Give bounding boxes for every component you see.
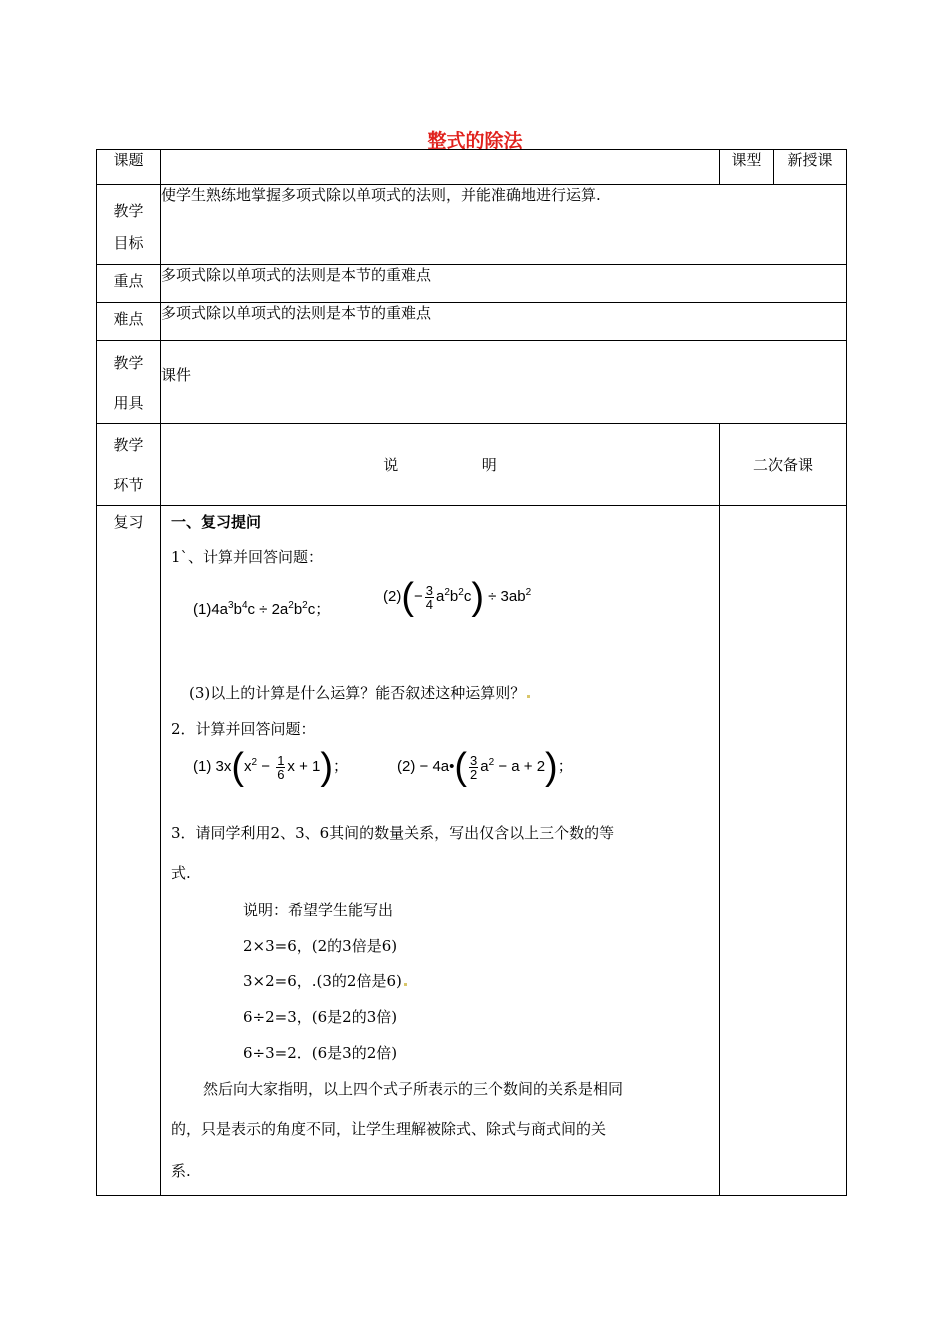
review-content [161, 506, 720, 1196]
question-3-line-2: 式. [171, 864, 191, 882]
question-1: 1`、计算并回答问题： [171, 548, 324, 566]
goal-text: 使学生熟练地掌握多项式除以单项式的法则，并能准确地进行运算. [161, 185, 847, 265]
note-title: 说明：希望学生能写出 [243, 901, 394, 919]
paragraph-line-3: 系. [171, 1162, 191, 1180]
row-goal [97, 185, 847, 265]
equation-4: 6÷3=2．(6是3的2倍) [243, 1044, 398, 1062]
section-heading: 一、复习提问 [171, 513, 262, 531]
equation-1: 2×3=6，(2的3倍是6) [243, 937, 398, 955]
question-1-sub3: (3)以上的计算是什么运算？能否叙述这种运算则？ [189, 682, 530, 703]
explain-char-2: 明 [481, 456, 497, 474]
difficulty-label: 难点 [97, 303, 161, 341]
topic-value [161, 150, 720, 185]
row-stage [97, 424, 847, 506]
q1-expression-2: (2)(− $\frac{3}{4}$ $a^2b^2c) \div 3ab^2$ [383, 576, 532, 618]
tools-label-1: 教学 [113, 354, 144, 372]
key-text: 多项式除以单项式的法则是本节的重难点 [161, 265, 847, 303]
paragraph-line-2: 的，只是表示的角度不同，让学生理解被除式、除式与商式间的关 [171, 1120, 607, 1138]
explain-char-1: 说 [383, 456, 399, 474]
paragraph-line-1: 然后向大家指明，以上四个式子所表示的三个数间的关系是相同 [203, 1080, 624, 1098]
question-3-line-1: 3．请同学利用2、3、6其间的数量关系，写出仅含以上三个数的等 [171, 824, 615, 842]
equation-3: 6÷2=3，(6是2的3倍) [243, 1008, 398, 1026]
row-tools [97, 341, 847, 424]
tools-text: 课件 [161, 341, 847, 424]
difficulty-text: 多项式除以单项式的法则是本节的重难点 [161, 303, 847, 341]
stage-label-2: 环节 [113, 476, 144, 494]
topic-label: 课题 [97, 150, 161, 185]
row-difficulty [97, 303, 847, 341]
q1-fraction: $\frac{3}{4}$ [425, 582, 433, 612]
goal-label-1: 教学 [113, 202, 144, 220]
second-prep-cell [720, 506, 847, 1196]
second-prep-label: 二次备课 [720, 424, 847, 506]
q2-expression-1: (1) $3x(x^2$ − $\frac{1}{6}$ x + 1)； [193, 746, 349, 788]
lesson-plan-table [96, 149, 847, 1196]
equation-2: 3×2=6，.(3的2倍是6) [243, 970, 407, 991]
type-value: 新授课 [774, 150, 847, 185]
q2-expression-2: (2) − 4a•( $\frac{3}{2}$ $a^2 - a + 2$)； [397, 746, 573, 788]
row-review [97, 506, 847, 1196]
stage-label-1: 教学 [113, 436, 144, 454]
question-2: 2．计算并回答问题： [171, 720, 316, 738]
type-label: 课型 [720, 150, 774, 185]
page-title: 整式的除法 [427, 130, 523, 152]
row-topic [97, 150, 847, 185]
review-label: 复习 [97, 506, 161, 1196]
tools-label-2: 用具 [113, 394, 144, 412]
goal-label-2: 目标 [113, 234, 144, 252]
q1-expression-1: $(1)4a^3b^4c \div 2a^2b^2c$； [193, 600, 331, 618]
row-key [97, 265, 847, 303]
key-label: 重点 [97, 265, 161, 303]
